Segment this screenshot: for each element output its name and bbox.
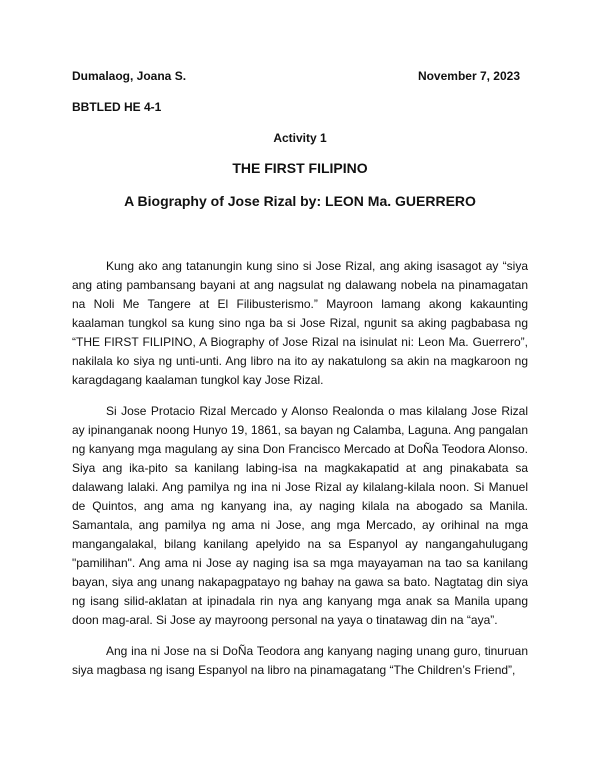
course-section: BBTLED HE 4-1 <box>72 100 162 114</box>
document-date: November 7, 2023 <box>417 69 520 83</box>
paragraph-1: Kung ako ang tatanungin kung sino si Jose Rizal, ang aking isasagot ay “siya ang ating pambansang bayani at ang nagsulat ng dalawang nobela na pinamagatan na Noli Me Tangere at El Filibusterismo.” Mayroon lamang akong kakaunting kaalaman tungkol sa kung sino nga ba si Jose Rizal, ngunit sa aking pagbabasa ng “THE FIRST FILIPINO, A Biography of Jose Rizal na isinulat ni: Leon Ma. Guerrero”, nakilala ko siya ng unti-unti. Ang libro na ito ay nakatulong sa akin na magkaroon ng karagdagang kaalaman tungkol kay Jose Rizal. <box>72 259 528 387</box>
document-subtitle: A Biography of Jose Rizal by: LEON Ma. GUERRERO <box>124 193 476 209</box>
paragraph-3: Ang ina ni Jose na si DoÑa Teodora ang kanyang naging unang guro, tinuruan siya magbasa ng isang Espanyol na libro na pinamagatang “The Children’s Friend”, <box>72 644 528 677</box>
author-name: Dumalaog, Joana S. <box>72 69 187 83</box>
paragraph-2: Si Jose Protacio Rizal Mercado y Alonso Realonda o mas kilalang Jose Rizal ay ipinanganak noong Hunyo 19, 1861, sa bayan ng Calamba, Laguna. Ang pangalan ng kanyang mga magulang ay sina Don Francisco Mercado at DoÑa Teodora Alonso. Siya ang ika-pito sa kanilang labing-isa na magkakapatid at ang pinakabata sa dalawang lalaki. Ang pamilya ng ina ni Jose Rizal ay kilalang-kilala noon. Si Manuel de Quintos, ang ama ng kanyang ina, ay naging kilala na abogado sa Manila. Samantala, ang pamilya ng ama ni Jose, ang mga Mercado, ay orihinal na mga mangangalakal, bilang kanilang apelyido na sa Espanyol ay nangangahulugang "pamilihan". Ang ama ni Jose ay naging isa sa mga mayayaman na tao sa kanilang bayan, siya ang unang nakapagpatayo ng bahay na gawa sa bato. Nagtatag din siya ng isang silid-aklatan at ipinadala rin nya ang kanyang mga anak sa Manila upang doon mag-aral. Si Jose ay mayroong personal na yaya o tinatawag din na “aya”. <box>72 404 528 627</box>
document-body <box>72 257 528 692</box>
activity-label: Activity 1 <box>273 131 327 145</box>
document-title: THE FIRST FILIPINO <box>232 160 368 176</box>
